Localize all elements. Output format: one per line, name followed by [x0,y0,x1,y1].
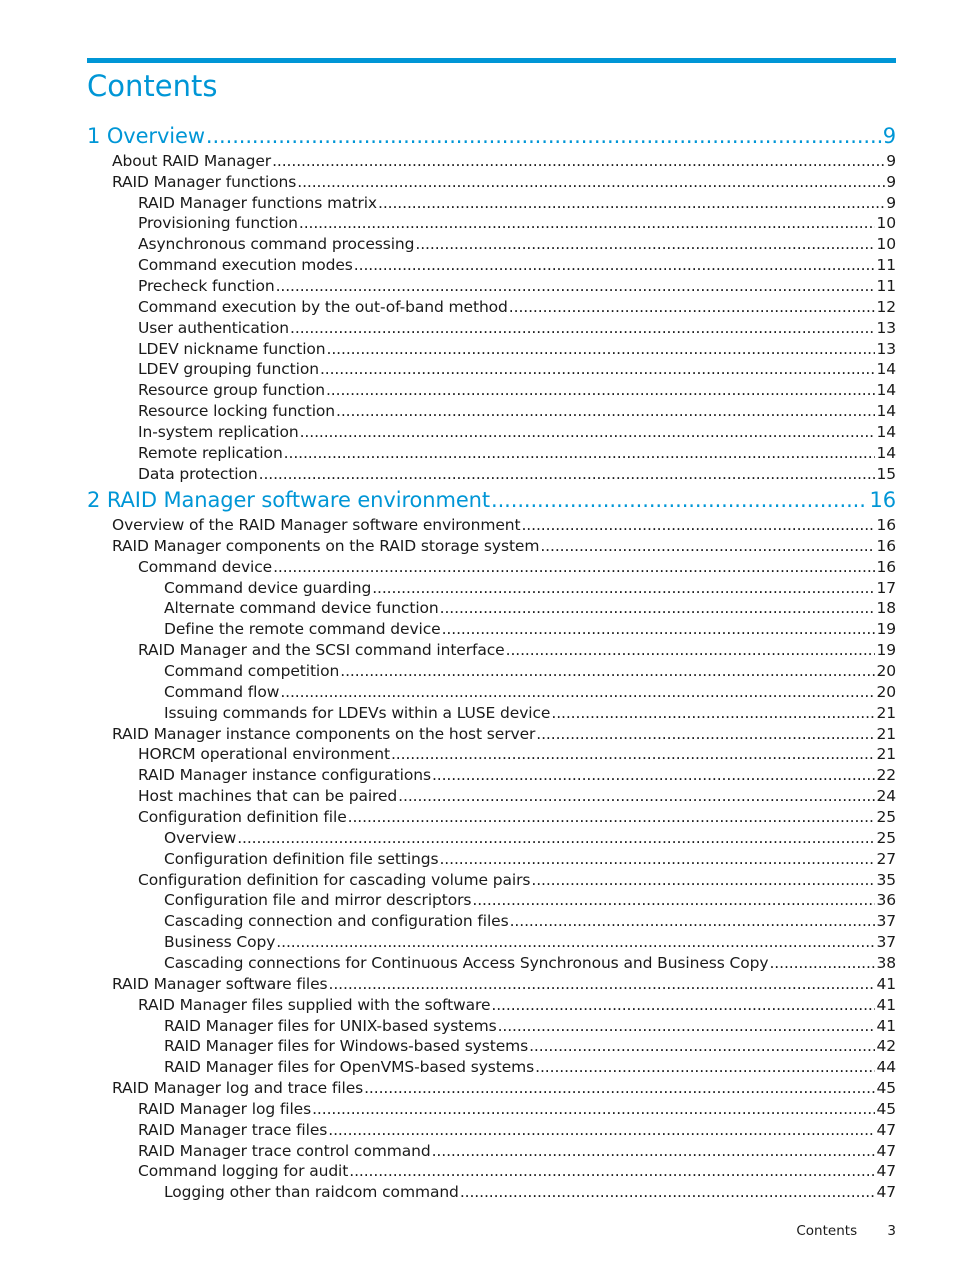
toc-entry[interactable] [164,1182,896,1202]
toc-leader [521,515,875,535]
toc-entry-title: Command device [138,558,273,576]
toc-entry[interactable] [138,1141,896,1161]
toc-leader [509,297,876,317]
toc-entry[interactable] [164,911,896,931]
toc-entry[interactable] [138,401,896,421]
toc-chapter[interactable] [87,487,896,513]
toc-page-number: 11 [876,256,896,274]
toc-page-number: 9 [886,173,896,191]
toc-page-number: 21 [876,725,896,743]
toc-leader [432,765,876,785]
toc-entry[interactable] [138,318,896,338]
toc-chapter[interactable] [87,123,896,149]
toc-page-number: 22 [876,766,896,784]
toc-entry-title: RAID Manager and the SCSI command interface [138,641,505,659]
toc-entry-title: Resource locking function [138,402,336,420]
toc-entry-title: Command logging for audit [138,1162,349,1180]
toc-entry-title: RAID Manager instance configurations [138,766,431,784]
toc-page-number: 24 [876,787,896,805]
toc-leader [398,786,875,806]
toc-chapter-title: 1 Overview [87,124,205,148]
toc-page-number: 11 [876,277,896,295]
toc-page-number: 18 [876,599,896,617]
toc-entry-title: Logging other than raidcom command [164,1183,459,1201]
page-title: Contents [87,69,218,103]
footer-label: Contents [796,1223,858,1239]
toc-page-number: 19 [876,620,896,638]
toc-entry[interactable] [164,828,896,848]
toc-entry[interactable] [138,359,896,379]
toc-page-number: 14 [876,402,896,420]
toc-entry-title: Resource group function [138,381,325,399]
toc-entry[interactable] [112,172,896,192]
toc-leader [769,953,875,973]
toc-page-number: 16 [876,537,896,555]
toc-page-number: 20 [876,683,896,701]
toc-entry[interactable] [164,1016,896,1036]
toc-leader [432,1141,876,1161]
toc-entry[interactable] [138,995,896,1015]
toc-leader [415,234,875,254]
toc-leader [328,1120,875,1140]
toc-chapter-title: 2 RAID Manager software environment [87,488,491,512]
toc-leader [460,1182,876,1202]
toc-leader [326,380,875,400]
toc-leader [276,932,875,952]
toc-entry-title: RAID Manager functions matrix [138,194,377,212]
toc-entry[interactable] [138,786,896,806]
toc-leader [535,1057,875,1077]
toc-page-number: 21 [876,704,896,722]
toc-entry[interactable] [138,443,896,463]
toc-leader [327,339,876,359]
toc-page-number: 47 [876,1121,896,1139]
toc-page-number: 37 [876,912,896,930]
toc-entry[interactable] [164,953,896,973]
toc-entry-title: Command execution modes [138,256,353,274]
toc-entry-title: Overview [164,829,237,847]
toc-leader [206,123,882,149]
toc-leader [491,995,875,1015]
toc-leader [540,536,875,556]
toc-leader [280,682,875,702]
toc-entry[interactable] [164,682,896,702]
toc-page-number: 9 [886,152,896,170]
toc-entry-title: Command device guarding [164,579,372,597]
toc-entry[interactable] [112,536,896,556]
toc-entry-title: RAID Manager functions [112,173,297,191]
toc-leader [272,151,885,171]
toc-page-number: 10 [876,235,896,253]
toc-leader [442,619,876,639]
toc-entry-title: RAID Manager files for Windows-based systems [164,1037,529,1055]
toc-entry[interactable] [112,1078,896,1098]
toc-entry-title: Configuration definition for cascading volume pairs [138,871,531,889]
toc-page-number: 21 [876,745,896,763]
toc-page-number: 37 [876,933,896,951]
toc-page-number: 38 [876,954,896,972]
toc-entry[interactable] [138,297,896,317]
toc-entry[interactable] [164,619,896,639]
toc-leader [536,724,875,744]
toc-page-number: 13 [876,340,896,358]
toc-entry-title: Business Copy [164,933,276,951]
toc-entry[interactable] [138,640,896,660]
toc-page-number: 9 [882,124,896,148]
toc-entry[interactable] [138,255,896,275]
footer-page-number: 3 [887,1223,896,1239]
toc-page-number: 16 [876,558,896,576]
toc-entry-title: RAID Manager files for UNIX-based systems [164,1017,497,1035]
toc-entry[interactable] [138,193,896,213]
toc-leader [276,276,876,296]
toc-entry-title: Precheck function [138,277,275,295]
toc-entry-title: Cascading connections for Continuous Access Synchronous and Business Copy [164,954,769,972]
toc-entry-title: Overview of the RAID Manager software environment [112,516,521,534]
toc-page-number: 14 [876,444,896,462]
toc-leader [273,557,875,577]
toc-entry-title: Provisioning function [138,214,298,232]
toc-leader [510,911,876,931]
toc-entry-title: Cascading connection and configuration files [164,912,509,930]
toc-entry-title: HORCM operational environment [138,745,390,763]
toc-page-number: 45 [876,1100,896,1118]
toc-page-number: 16 [876,516,896,534]
toc-entry[interactable] [138,422,896,442]
top-rule [87,58,896,63]
toc-leader [336,401,875,421]
toc-entry[interactable] [138,234,896,254]
toc-entry[interactable] [164,932,896,952]
toc-entry[interactable] [112,151,896,171]
toc-page-number: 47 [876,1142,896,1160]
toc-entry-title: User authentication [138,319,290,337]
toc-page-number: 42 [876,1037,896,1055]
toc-leader [472,890,875,910]
toc-leader [299,213,876,233]
toc-entry-title: About RAID Manager [112,152,272,170]
toc-entry[interactable] [164,849,896,869]
toc-leader [259,464,876,484]
toc-entry-title: RAID Manager trace control command [138,1142,431,1160]
toc-leader [439,849,875,869]
toc-leader [491,487,868,513]
toc-entry[interactable] [138,1120,896,1140]
toc-entry-title: Configuration definition file [138,808,347,826]
toc-entry[interactable] [138,870,896,890]
toc-leader [506,640,876,660]
toc-leader [320,359,876,379]
toc-entry-title: In-system replication [138,423,299,441]
toc-leader [440,598,876,618]
toc-page-number: 10 [876,214,896,232]
toc-leader [348,807,876,827]
toc-entry-title: Define the remote command device [164,620,441,638]
toc-page-number: 15 [876,465,896,483]
toc-page-number: 27 [876,850,896,868]
toc-entry[interactable] [164,661,896,681]
toc-entry-title: RAID Manager log and trace files [112,1079,364,1097]
toc-page-number: 35 [876,871,896,889]
toc-page-number: 41 [876,975,896,993]
toc-entry[interactable] [164,1036,896,1056]
toc-leader [297,172,885,192]
toc-entry-title: Command competition [164,662,340,680]
toc-page-number: 44 [876,1058,896,1076]
toc-page-number: 45 [876,1079,896,1097]
toc-entry-title: Command flow [164,683,280,701]
toc-page-number: 14 [876,360,896,378]
toc-entry[interactable] [138,276,896,296]
toc-entry[interactable] [138,380,896,400]
toc-page-number: 41 [876,1017,896,1035]
toc-entry[interactable] [164,1057,896,1077]
toc-page-number: 47 [876,1183,896,1201]
toc-entry[interactable] [164,598,896,618]
toc-page-number: 16 [869,488,896,512]
toc-entry-title: RAID Manager files for OpenVMS-based systems [164,1058,535,1076]
toc-entry[interactable] [112,515,896,535]
toc-leader [290,318,875,338]
toc-entry-title: Asynchronous command processing [138,235,415,253]
toc-leader [312,1099,875,1119]
toc-entry[interactable] [138,807,896,827]
toc-entry-title: Alternate command device function [164,599,439,617]
toc-leader [364,1078,875,1098]
toc-entry-title: Host machines that can be paired [138,787,398,805]
toc-entry-title: RAID Manager instance components on the host server [112,725,536,743]
toc-leader [349,1161,875,1181]
toc-entry[interactable] [138,213,896,233]
toc-page-number: 41 [876,996,896,1014]
toc-entry-title: RAID Manager files supplied with the software [138,996,491,1014]
toc-leader [284,443,876,463]
toc-page-number: 25 [876,808,896,826]
toc-page-number: 20 [876,662,896,680]
page-footer [796,1222,896,1240]
toc-entry[interactable] [138,1161,896,1181]
toc-entry[interactable] [164,890,896,910]
toc-entry[interactable] [138,1099,896,1119]
toc-entry[interactable] [138,339,896,359]
toc-leader [329,974,876,994]
toc-leader [531,870,875,890]
toc-entry[interactable] [138,765,896,785]
toc-entry-title: Issuing commands for LDEVs within a LUSE device [164,704,551,722]
toc-leader [340,661,875,681]
toc-entry-title: Command execution by the out-of-band method [138,298,508,316]
toc-page-number: 12 [876,298,896,316]
toc-entry[interactable] [138,557,896,577]
toc-entry-title: RAID Manager log files [138,1100,312,1118]
toc-page-number: 14 [876,381,896,399]
toc-leader [300,422,876,442]
toc-page-number: 19 [876,641,896,659]
toc-entry-title: LDEV nickname function [138,340,326,358]
toc-entry-title: RAID Manager software files [112,975,328,993]
toc-leader [498,1016,876,1036]
toc-entry[interactable] [112,724,896,744]
toc-entry-title: LDEV grouping function [138,360,319,378]
toc-entry-title: Configuration definition file settings [164,850,439,868]
toc-entry[interactable] [112,974,896,994]
toc-page-number: 9 [886,194,896,212]
toc-page-number: 17 [876,579,896,597]
toc-entry[interactable] [138,464,896,484]
toc-leader [354,255,876,275]
toc-leader [551,703,875,723]
toc-entry[interactable] [164,578,896,598]
toc-leader [391,744,876,764]
toc-leader [237,828,875,848]
toc-leader [529,1036,875,1056]
toc-page-number: 13 [876,319,896,337]
toc-page-number: 36 [876,891,896,909]
toc-leader [378,193,885,213]
toc-entry-title: RAID Manager components on the RAID storage system [112,537,540,555]
toc-entry[interactable] [138,744,896,764]
toc-leader [372,578,875,598]
toc-entry-title: Data protection [138,465,258,483]
toc-entry[interactable] [164,703,896,723]
toc-page-number: 14 [876,423,896,441]
toc-entry-title: Configuration file and mirror descriptors [164,891,472,909]
toc-entry-title: RAID Manager trace files [138,1121,328,1139]
toc-entry-title: Remote replication [138,444,283,462]
toc-page-number: 47 [876,1162,896,1180]
toc-page-number: 25 [876,829,896,847]
